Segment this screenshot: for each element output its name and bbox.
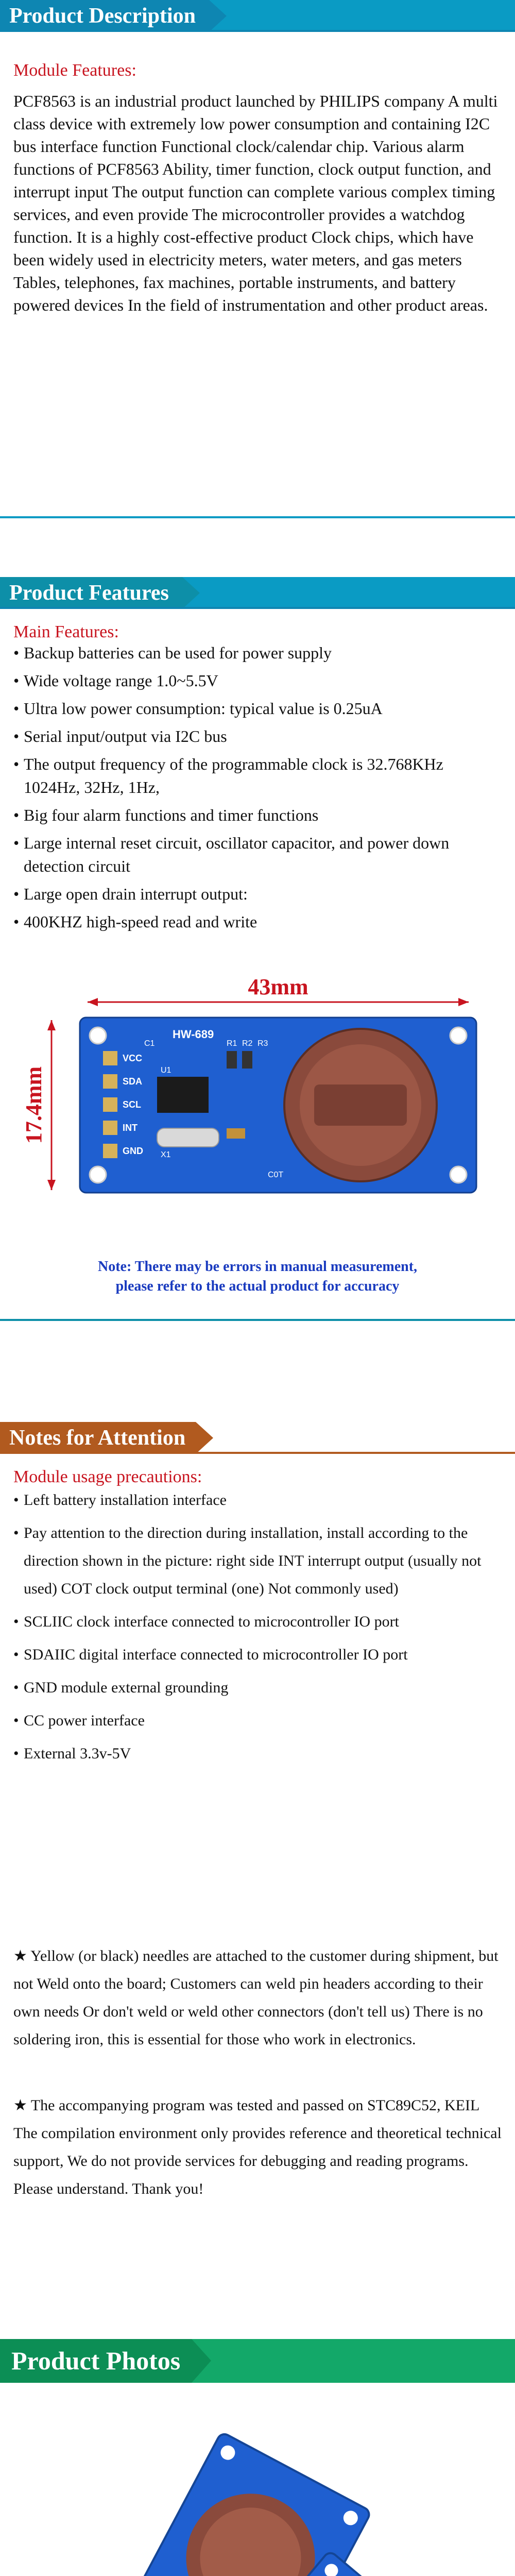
capacitor [227, 1128, 245, 1139]
description-header-title: Product Description [0, 0, 209, 32]
note-item: • Left battery installation interface [13, 1486, 503, 1514]
note-item: • Pay attention to the direction during installation, install according to the direction shown in the picture: right side INT interrupt output (usually not used) COT clock output terminal (one) Not commonly used) [13, 1519, 503, 1603]
notes-header-title: Notes for Attention [0, 1422, 196, 1454]
measurement-note-line1: Note: There may be errors in manual measurement, [97, 1259, 418, 1275]
photos-header-title: Product Photos [0, 2339, 192, 2383]
features-subtitle: Main Features: [13, 622, 119, 641]
description-bottom-rule [0, 516, 515, 518]
product-photo-1 [0, 2401, 515, 2576]
mount-hole-top-right [450, 1027, 467, 1044]
measurement-note-line2: please refer to the actual product for accuracy [115, 1278, 400, 1294]
features-list [13, 641, 503, 938]
feature-item: • 400KHZ high-speed read and write [13, 910, 503, 934]
note-item: • SDAIIC digital interface connected to microcontroller IO port [13, 1641, 503, 1669]
description-header-bar [0, 0, 515, 32]
pin-pad [103, 1121, 117, 1135]
notes-list [13, 1486, 503, 1773]
module-dimension-diagram [21, 974, 489, 1242]
product-photo-1-image [0, 2401, 515, 2576]
pin-label-scl: SCL [123, 1099, 141, 1110]
feature-item: • Ultra low power consumption: typical value is 0.25uA [13, 697, 503, 720]
component-label-r2: R2 [242, 1039, 253, 1048]
battery-label: C0T [268, 1171, 284, 1179]
component-label-r1: R1 [227, 1039, 237, 1048]
height-arrow-bottom [47, 1180, 56, 1190]
pin-pad [103, 1074, 117, 1089]
note-item: • GND module external grounding [13, 1674, 503, 1702]
notes-header-line [0, 1452, 515, 1454]
feature-item: • Serial input/output via I2C bus [13, 725, 503, 748]
features-header-bar [0, 577, 515, 609]
notes-star-paragraph-2: ★ The accompanying program was tested and passed on STC89C52, KEIL The compilation environment only provides reference and theoretical technical support, We do not provide services for debugging and reading programs. Please understand. Thank you! [13, 2097, 502, 2197]
pin-pad [103, 1051, 117, 1065]
photos-header-bar [0, 2339, 515, 2383]
pin-label-sda: SDA [123, 1076, 143, 1087]
width-label: 43mm [248, 974, 308, 999]
feature-item: • Wide voltage range 1.0~5.5V [13, 669, 503, 692]
mount-hole-bottom-left [90, 1166, 106, 1183]
feature-item: • Big four alarm functions and timer functions [13, 804, 503, 827]
width-arrow-right [458, 998, 469, 1006]
description-paragraph: PCF8563 is an industrial product launched by PHILIPS company A multi class device with extremely low power consumption and containing I2C bus interface function Functional clock/calendar chip. Various alarm functions of PCF8563 Ability, timer function, clock output function, and interrupt input The output function can complete various complex timing services, and even provide The microcontroller provides a watchdog function. It is a highly cost-effective product Clock chips, which have been widely used in electricity meters, water meters, and gas meters Tables, telephones, fax machines, portable instruments, and battery powered devices In the field of instrumentation and other product areas. [13, 92, 498, 314]
pin-pad [103, 1144, 117, 1158]
features-bottom-rule [0, 1319, 515, 1321]
crystal-label: X1 [161, 1150, 171, 1159]
feature-item: • Large open drain interrupt output: [13, 883, 503, 906]
component-label-c1: C1 [144, 1039, 155, 1048]
height-label: 17.4mm [21, 1066, 46, 1144]
product-photos-section [0, 2339, 515, 2576]
notes-header-bar [0, 1422, 515, 1454]
feature-item: • The output frequency of the programmable clock is 32.768KHz 1024Hz, 32Hz, 1Hz, [13, 753, 503, 799]
resistor [242, 1051, 252, 1069]
mount-hole-bottom-right [450, 1166, 467, 1183]
rtc-chip [157, 1077, 209, 1113]
mount-hole-top-left [90, 1027, 106, 1044]
features-header-title: Product Features [0, 577, 182, 609]
feature-item: • Large internal reset circuit, oscillator capacitor, and power down detection circuit [13, 832, 503, 878]
product-features-section [0, 577, 515, 1360]
feature-item: • Backup batteries can be used for power supply [13, 641, 503, 665]
notes-star-paragraph-1: ★ Yellow (or black) needles are attached to the customer during shipment, but not Weld onto the board; Customers can weld pin headers according to their own needs Or don't weld or weld other connectors (don't tell us) There is no soldering iron, this is essential for those who work in electronics. [13, 1947, 499, 2048]
resistor [227, 1051, 237, 1069]
pin-pad [103, 1097, 117, 1112]
height-arrow-top [47, 1020, 56, 1030]
notes-section [0, 1422, 515, 2339]
features-header-line [0, 607, 515, 609]
battery-clip [314, 1084, 407, 1126]
board-model-label: HW-689 [173, 1028, 214, 1041]
product-description-section [0, 0, 515, 520]
pin-label-int: INT [123, 1123, 138, 1133]
width-arrow-left [88, 998, 98, 1006]
notes-subtitle: Module usage precautions: [13, 1467, 202, 1486]
component-label-r3: R3 [258, 1039, 268, 1048]
note-item: • CC power interface [13, 1707, 503, 1735]
pin-label-vcc: VCC [123, 1053, 143, 1063]
description-subtitle: Module Features: [13, 61, 136, 80]
note-item: • External 3.3v-5V [13, 1740, 503, 1768]
pin-label-gnd: GND [123, 1146, 143, 1156]
crystal-oscillator [157, 1128, 219, 1147]
note-item: • SCLIIC clock interface connected to microcontroller IO port [13, 1608, 503, 1636]
description-header-line [0, 30, 515, 32]
chip-label: U1 [161, 1066, 171, 1075]
